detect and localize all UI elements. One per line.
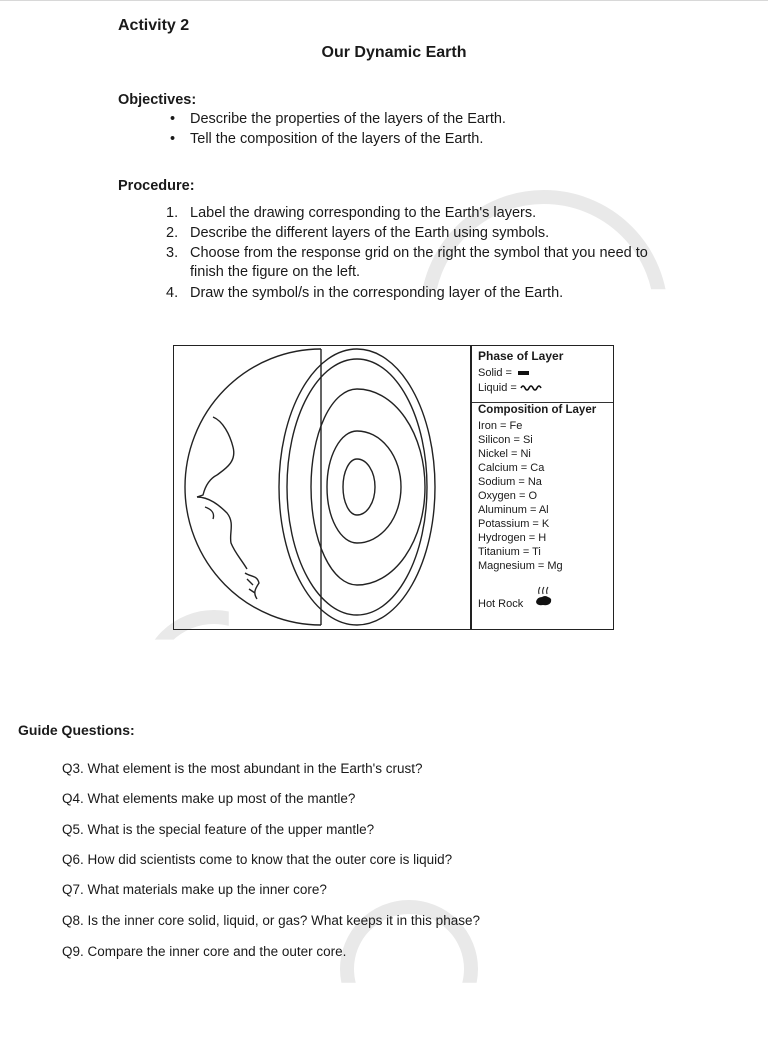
mantle-boundary-right <box>357 389 425 585</box>
element-legend-item: Titanium = Ti <box>478 546 541 558</box>
element-legend-item: Silicon = Si <box>478 434 533 446</box>
solid-bar-icon <box>518 371 529 375</box>
step-text: Draw the symbol/s in the corresponding layer of the Earth. <box>190 285 564 301</box>
step-number: 3. <box>166 245 179 261</box>
step-number: 1. <box>166 205 179 221</box>
guide-question: Q9. Compare the inner core and the outer core. <box>62 944 347 959</box>
element-legend-item: Nickel = Ni <box>478 448 531 460</box>
activity-label: Activity 2 <box>118 17 190 34</box>
top-border <box>0 0 768 1</box>
guide-question: Q8. Is the inner core solid, liquid, or gas? What keeps it in this phase? <box>62 913 480 928</box>
earth-layers-diagram <box>175 347 470 628</box>
page-title: Our Dynamic Earth <box>321 44 467 61</box>
bullet-icon: • <box>170 111 176 127</box>
guide-question: Q3. What element is the most abundant in the Earth's crust? <box>62 761 423 776</box>
step-number: 2. <box>166 225 179 241</box>
crust-inner-outline <box>287 359 427 615</box>
step-text: Describe the different layers of the Earth using symbols. <box>190 225 550 241</box>
figure-divider <box>470 345 472 630</box>
procedure-step <box>166 224 686 243</box>
solid-label: Solid = <box>478 367 512 379</box>
guide-question: Q6. How did scientists come to know that the outer core is liquid? <box>62 852 453 867</box>
mantle-boundary <box>311 389 357 585</box>
element-legend-item: Oxygen = O <box>478 490 538 502</box>
guide-question: Q7. What materials make up the inner core? <box>62 882 327 897</box>
liquid-legend-row <box>478 381 542 395</box>
hot-rock-label: Hot Rock <box>478 598 524 610</box>
guide-questions-heading: Guide Questions: <box>18 722 135 738</box>
element-legend-item: Magnesium = Mg <box>478 560 563 572</box>
liquid-label: Liquid = <box>478 382 517 394</box>
element-legend-item: Sodium = Na <box>478 476 542 488</box>
step-text: Choose from the response grid on the right the symbol that you need to finish the figure on the left. <box>190 245 648 280</box>
phase-heading: Phase of Layer <box>478 349 564 363</box>
element-legend-item: Potassium = K <box>478 518 550 530</box>
element-legend-item: Calcium = Ca <box>478 462 545 474</box>
outer-core-boundary <box>327 431 357 543</box>
procedure-heading: Procedure: <box>118 178 195 194</box>
crust-outline <box>279 349 435 625</box>
hot-rock-icon <box>534 586 554 608</box>
objective-text: Describe the properties of the layers of the Earth. <box>190 111 506 127</box>
legend-separator <box>472 402 613 403</box>
composition-heading: Composition of Layer <box>478 404 597 416</box>
watermark-arc <box>140 610 288 758</box>
objective-item <box>170 111 506 127</box>
procedure-step <box>166 284 686 303</box>
step-number: 4. <box>166 285 179 301</box>
continent-outline <box>205 507 214 519</box>
element-legend-item: Hydrogen = H <box>478 532 547 544</box>
outer-core-boundary-right <box>357 431 401 543</box>
continent-outline <box>247 579 255 593</box>
inner-core-boundary-right <box>357 459 375 515</box>
step-text: Label the drawing corresponding to the Earth's layers. <box>190 205 537 221</box>
objective-text: Tell the composition of the layers of the Earth. <box>190 131 484 147</box>
objectives-heading: Objectives: <box>118 92 197 108</box>
continent-outline <box>197 417 234 497</box>
bullet-icon: • <box>170 131 176 147</box>
procedure-step <box>166 244 686 282</box>
solid-legend-row <box>478 366 529 380</box>
element-legend-item: Aluminum = Al <box>478 504 549 516</box>
guide-question: Q5. What is the special feature of the upper mantle? <box>62 822 375 837</box>
continent-outline <box>245 573 259 599</box>
element-legend-item: Iron = Fe <box>478 420 523 432</box>
wavy-line-icon <box>520 384 542 392</box>
guide-question: Q4. What elements make up most of the mantle? <box>62 791 356 806</box>
inner-core-boundary <box>343 459 357 515</box>
objective-item <box>170 131 483 147</box>
procedure-step <box>166 204 686 223</box>
